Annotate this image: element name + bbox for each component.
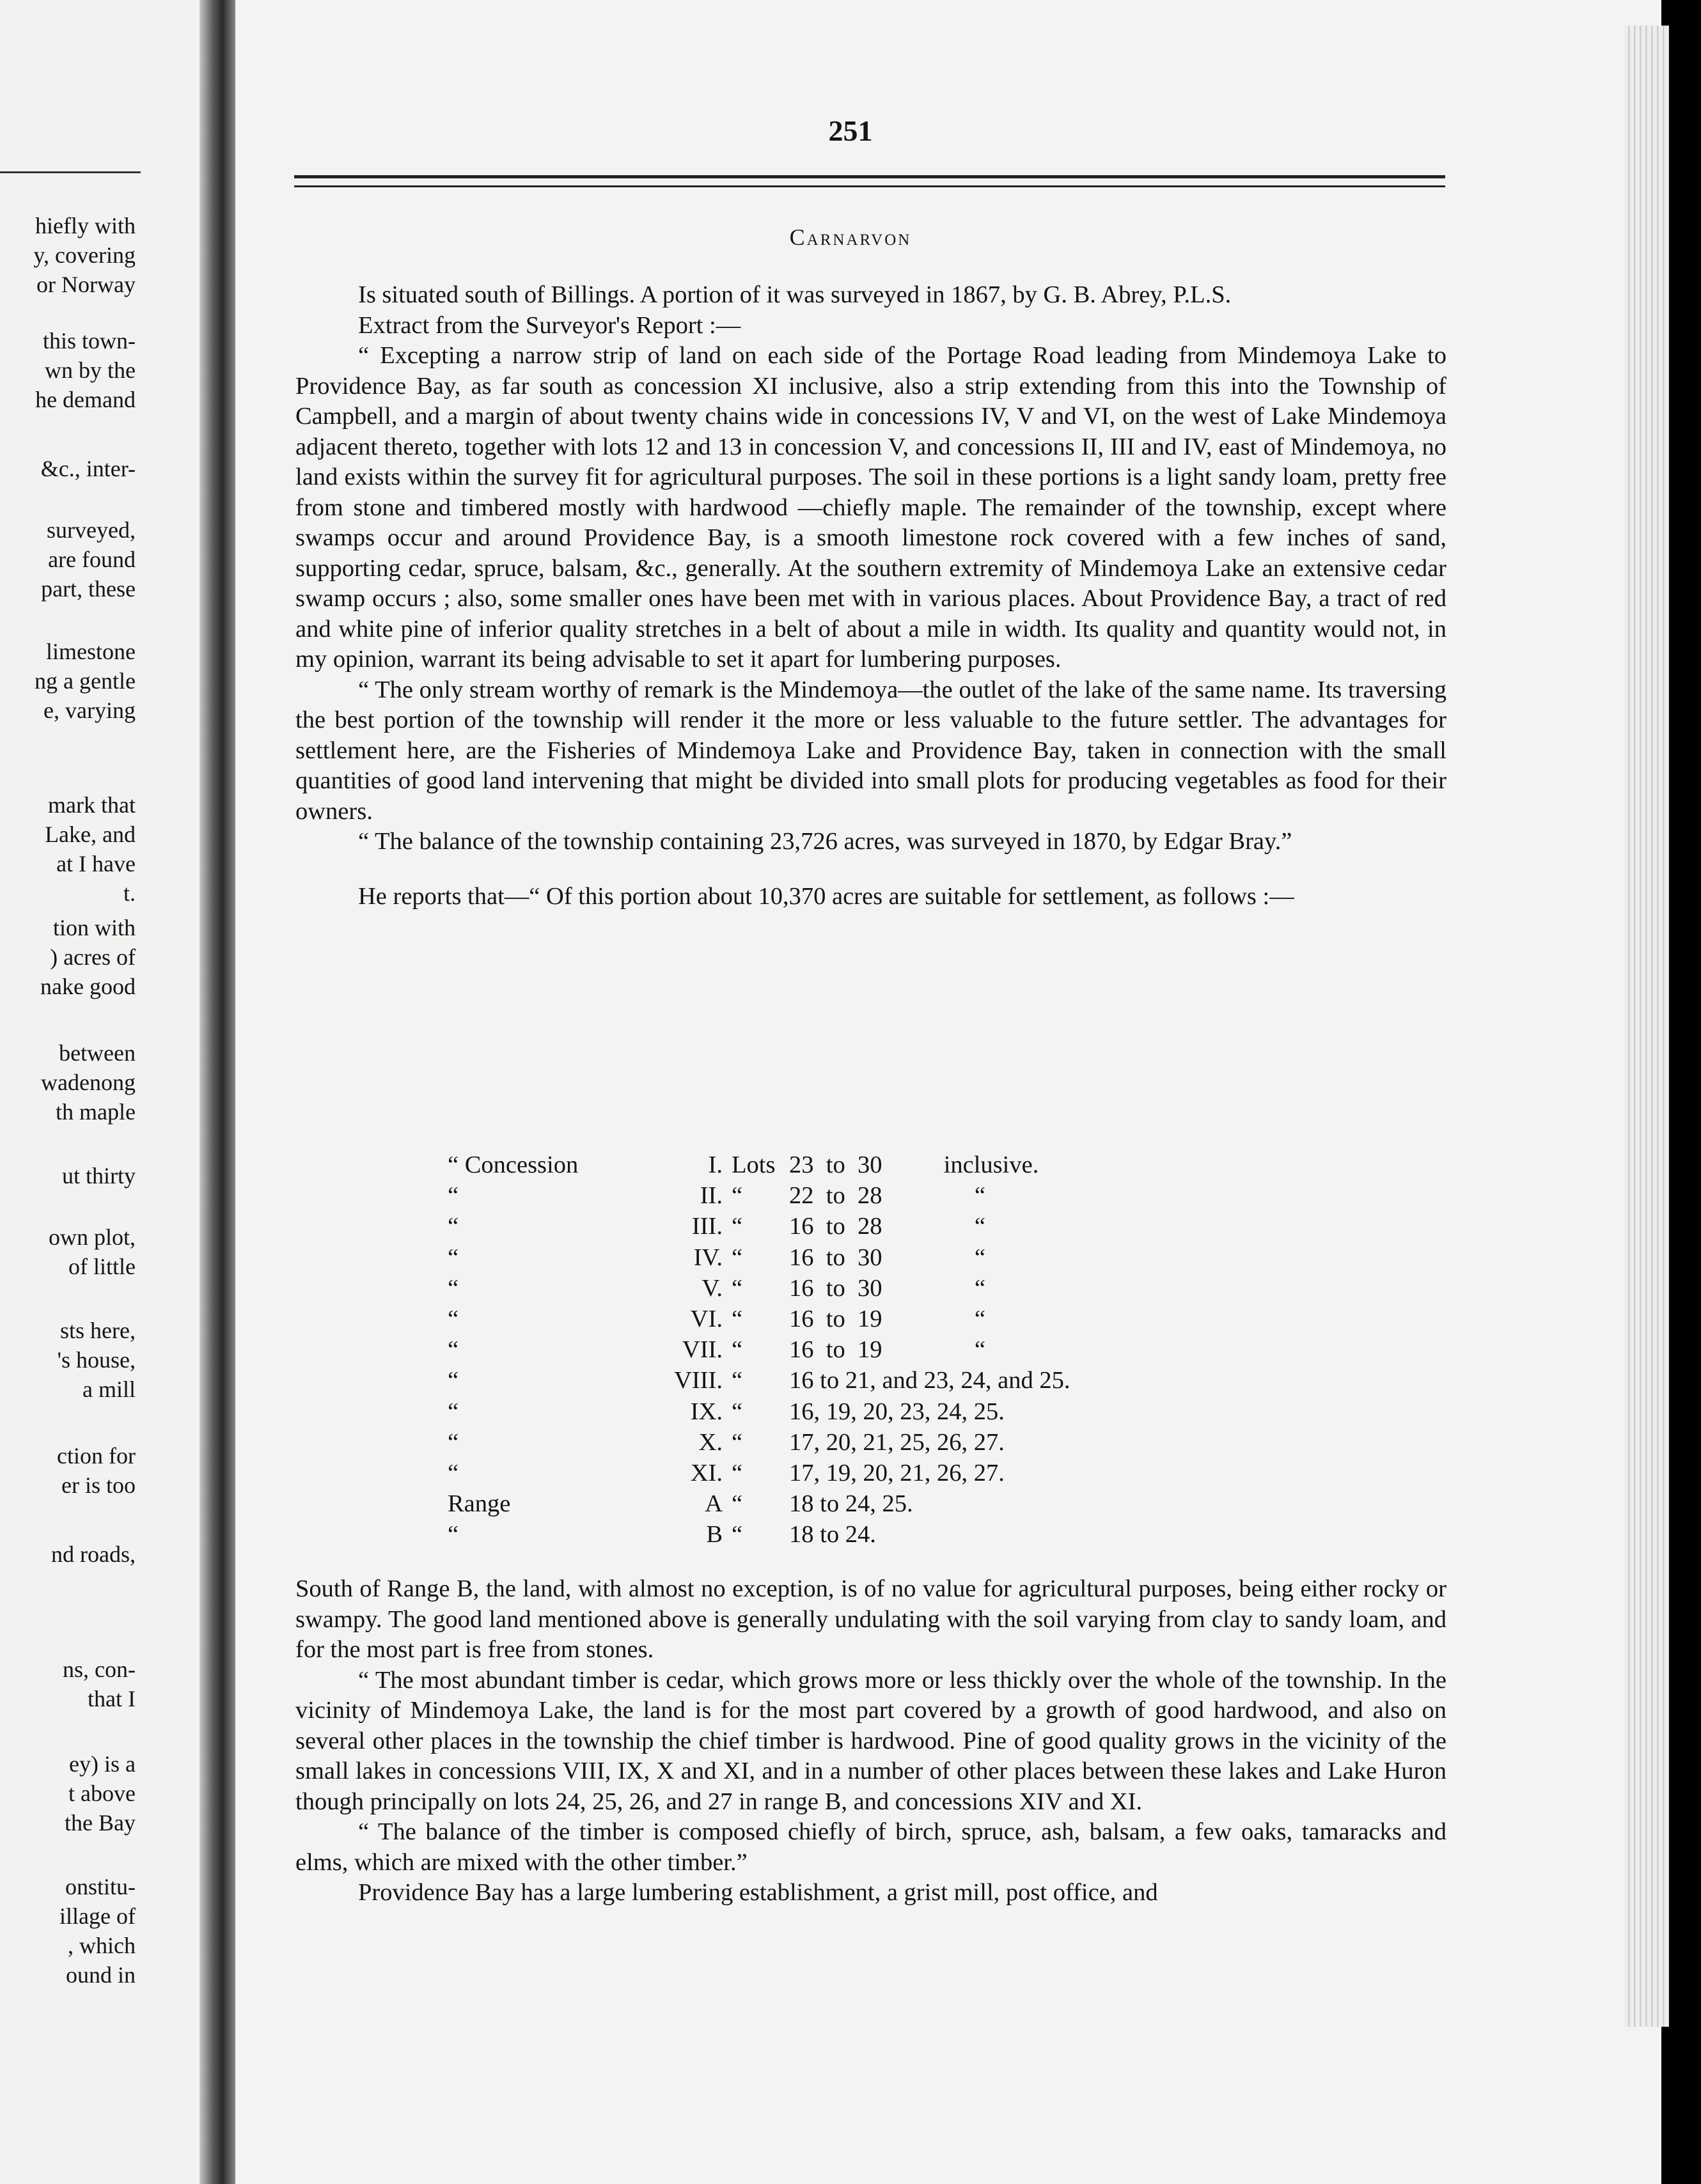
lots-table-row xyxy=(448,1490,1070,1520)
row-label: “ xyxy=(448,1367,459,1394)
left-page-line: ut thirty xyxy=(62,1163,136,1189)
left-facing-page xyxy=(0,0,206,2184)
lot-numbers: 16 to 19 “ xyxy=(789,1336,985,1364)
lots-marker: “ xyxy=(732,1459,743,1486)
concession-number: I. xyxy=(708,1151,723,1178)
row-label: “ xyxy=(448,1305,459,1332)
lots-table-row xyxy=(448,1366,1070,1397)
left-page-line: ey) is a xyxy=(69,1751,136,1777)
row-label: Range xyxy=(448,1490,511,1518)
left-page-line: y, covering xyxy=(33,242,136,268)
lots-table-row xyxy=(448,1244,1070,1274)
concession-number: VIII. xyxy=(674,1367,723,1394)
left-page-line: t above xyxy=(68,1781,136,1806)
intro-text xyxy=(295,280,1446,912)
lot-numbers: 17, 20, 21, 25, 26, 27. xyxy=(789,1428,1005,1456)
outro-text xyxy=(295,1574,1446,1908)
lot-numbers: 16 to 19 “ xyxy=(789,1305,985,1332)
extract-heading: Extract from the Surveyor's Report :— xyxy=(358,311,741,339)
lot-numbers: 22 to 28 “ xyxy=(789,1182,985,1210)
providence-bay-paragraph: Providence Bay has a large lumbering establishment, a grist mill, post office, and xyxy=(358,1879,1158,1906)
left-page-line: a mill xyxy=(82,1377,136,1402)
left-page-line: that I xyxy=(88,1686,136,1712)
left-page-line: e, varying xyxy=(43,698,136,723)
lots-table-row xyxy=(448,1151,1070,1182)
row-label: “ xyxy=(448,1274,459,1302)
concession-number: A xyxy=(705,1490,723,1518)
lots-marker: “ xyxy=(732,1244,743,1271)
left-page-line: th maple xyxy=(56,1099,136,1125)
row-label: “ xyxy=(448,1244,459,1271)
row-label: “ Concession xyxy=(448,1151,579,1178)
row-label: “ xyxy=(448,1336,459,1364)
lot-numbers: 16 to 30 “ xyxy=(789,1274,985,1302)
range-paragraph: South of Range B, the land, with almost no exception, is of no value for agricultural purposes, being either rocky or swampy. The good land mentioned above is generally undulating with the soil varying from clay to sandy loam, and for the most part is free from stones. xyxy=(295,1575,1446,1663)
timber-paragraph-1: “ The most abundant timber is cedar, which grows more or less thickly over the whole of the township. In the vicinity of Mindemoya Lake, the land is for the most part covered by a growth of good hardwood, and also on several other places in the township the chief timber is hardwood. Pine of good quality grows in the vicinity of the small lakes in concessions VIII, IX, X and XI, and in a number of other places between these lakes and Lake Huron though principally on lots 24, 25, 26, and 27 in range B, and concessions XIV and XI. xyxy=(295,1666,1446,1815)
concession-number: XI. xyxy=(690,1459,723,1486)
left-page-line: are found xyxy=(48,547,136,572)
book-gutter xyxy=(200,0,238,2184)
lots-marker: “ xyxy=(732,1490,743,1518)
lots-table-row xyxy=(448,1398,1070,1428)
lots-table-row xyxy=(448,1305,1070,1336)
left-page-line: own plot, xyxy=(48,1224,136,1250)
report-paragraph-3: “ The balance of the township containing 23,726 acres, was surveyed in 1870, by Edgar Bray.” xyxy=(358,828,1292,855)
left-page-line: mark that xyxy=(48,792,136,818)
lots-marker: “ xyxy=(732,1213,743,1240)
row-label: “ xyxy=(448,1428,459,1456)
lots-table-row xyxy=(448,1459,1070,1490)
lots-marker: Lots xyxy=(732,1151,776,1178)
left-page-line: sts here, xyxy=(60,1318,136,1343)
lot-numbers: 18 to 24. xyxy=(789,1521,876,1548)
left-page-line: the Bay xyxy=(65,1810,136,1836)
header-rule-thick xyxy=(294,175,1445,178)
left-page-line: Lake, and xyxy=(45,822,136,847)
left-page-line: ound in xyxy=(65,1962,136,1988)
concession-number: VI. xyxy=(690,1305,723,1332)
row-label: “ xyxy=(448,1521,459,1548)
lots-marker: “ xyxy=(732,1274,743,1302)
left-page-line: this town- xyxy=(42,328,136,354)
report-paragraph-1: “ Excepting a narrow strip of land on each side of the Portage Road leading from Mindemoya Lake to Providence Bay, as far south as concession XI inclusive, also a strip extending from this into the Township of Campbell, and a margin of about twenty chains wide in concessions IV, V and VI, on the west of Lake Mindemoya adjacent thereto, together with lots 12 and 13 in concession V, and concessions II, III and IV, east of Mindemoya, no land exists within the survey fit for agricultural purposes. The soil in these portions is a light sandy loam, pretty free from stone and timbered mostly with hardwood —chiefly maple. The remainder of the township, except where swamps occur and around Providence Bay, is a smooth limestone rock covered with a few inches of sand, supporting cedar, spruce, balsam, &c., generally. At the southern extremity of Mindemoya Lake an extensive cedar swamp occurs ; also, some smaller ones have been met with in various places. About Providence Bay, a tract of red and white pine of inferior quality stretches in a belt of about a mile in width. Its quality and quantity would not, in my opinion, warrant its being advisable to set it apart for lumbering purposes. xyxy=(295,342,1446,673)
lots-table-row xyxy=(448,1520,1070,1551)
left-page-line: hiefly with xyxy=(35,213,136,238)
lots-marker: “ xyxy=(732,1182,743,1210)
lots-marker: “ xyxy=(732,1367,743,1394)
lot-numbers: 16 to 30 “ xyxy=(789,1244,985,1271)
concession-number: IV. xyxy=(693,1244,723,1271)
concession-number: VII. xyxy=(682,1336,723,1364)
timber-paragraph-2: “ The balance of the timber is composed chiefly of birch, spruce, ash, balsam, a few oaks, tamaracks and elms, which are mixed with the other timber.” xyxy=(295,1818,1446,1876)
lots-table-row xyxy=(448,1212,1070,1243)
left-page-line: onstitu- xyxy=(65,1874,136,1899)
row-label: “ xyxy=(448,1459,459,1486)
lot-numbers: 16 to 28 “ xyxy=(789,1213,985,1240)
reports-paragraph: He reports that—“ Of this portion about 10,370 acres are suitable for settlement, as follows :— xyxy=(358,882,1294,910)
header-rule-thin xyxy=(294,185,1445,187)
lots-marker: “ xyxy=(732,1428,743,1456)
concession-number: II. xyxy=(700,1182,723,1210)
concession-number: V. xyxy=(702,1274,723,1302)
left-page-line: surveyed, xyxy=(47,517,136,543)
concession-number: X. xyxy=(698,1428,723,1456)
lot-numbers: 17, 19, 20, 21, 26, 27. xyxy=(789,1459,1005,1486)
left-page-line: wn by the xyxy=(45,357,136,383)
lots-marker: “ xyxy=(732,1336,743,1364)
lot-numbers: 16 to 21, and 23, 24, and 25. xyxy=(789,1367,1070,1394)
left-page-line: between xyxy=(59,1040,136,1066)
intro-paragraph: Is situated south of Billings. A portion of it was surveyed in 1867, by G. B. Abrey, P.L.S. xyxy=(358,281,1232,308)
page-number: 251 xyxy=(828,114,873,147)
left-page-line: part, these xyxy=(41,576,136,602)
lots-table-row xyxy=(448,1274,1070,1305)
lots-table-row xyxy=(448,1336,1070,1366)
lot-numbers: 16, 19, 20, 23, 24, 25. xyxy=(789,1398,1005,1425)
left-page-line: , which xyxy=(68,1933,136,1958)
lots-table-row xyxy=(448,1428,1070,1459)
page-edges xyxy=(1624,26,1669,2027)
concession-number: III. xyxy=(691,1213,723,1240)
left-page-line: t. xyxy=(123,880,136,906)
lots-marker: “ xyxy=(732,1398,743,1425)
left-page-line: &c., inter- xyxy=(40,456,136,481)
left-page-rule xyxy=(0,171,141,173)
left-page-line: ) acres of xyxy=(50,944,136,970)
left-page-line: illage of xyxy=(59,1903,136,1929)
left-page-line: 's house, xyxy=(57,1347,136,1373)
lot-numbers: 23 to 30 inclusive. xyxy=(789,1151,1039,1178)
left-page-line: he demand xyxy=(35,387,136,412)
left-page-line: nd roads, xyxy=(51,1541,136,1567)
lots-table xyxy=(448,1151,1070,1551)
left-page-line: or Norway xyxy=(36,272,136,297)
left-page-line: tion with xyxy=(52,915,136,940)
lots-marker: “ xyxy=(732,1305,743,1332)
section-title: Carnarvon xyxy=(789,224,912,250)
left-page-line: ction for xyxy=(57,1443,136,1469)
lots-table-row xyxy=(448,1182,1070,1212)
concession-number: B xyxy=(706,1521,723,1548)
lots-marker: “ xyxy=(732,1521,743,1548)
row-label: “ xyxy=(448,1182,459,1210)
row-label: “ xyxy=(448,1398,459,1425)
left-page-line: ns, con- xyxy=(63,1657,136,1682)
report-paragraph-2: “ The only stream worthy of remark is the Mindemoya—the outlet of the lake of the same name. Its traversing the best portion of the township will render it the more or less valuable to the future settler. The advantages for settlement here, are the Fisheries of Mindemoya Lake and Providence Bay, taken in connection with the small quantities of good land intervening that might be divided into small plots for producing vegetables as food for their owners. xyxy=(295,676,1446,825)
left-page-line: of little xyxy=(68,1254,136,1279)
lot-numbers: 18 to 24, 25. xyxy=(789,1490,913,1518)
row-label: “ xyxy=(448,1213,459,1240)
left-page-line: ng a gentle xyxy=(35,668,136,694)
concession-number: IX. xyxy=(690,1398,723,1425)
left-page-line: er is too xyxy=(61,1472,136,1498)
left-page-line: wadenong xyxy=(41,1070,136,1095)
left-page-line: nake good xyxy=(40,974,136,999)
left-page-line: at I have xyxy=(56,851,136,877)
left-page-line: limestone xyxy=(46,639,136,664)
